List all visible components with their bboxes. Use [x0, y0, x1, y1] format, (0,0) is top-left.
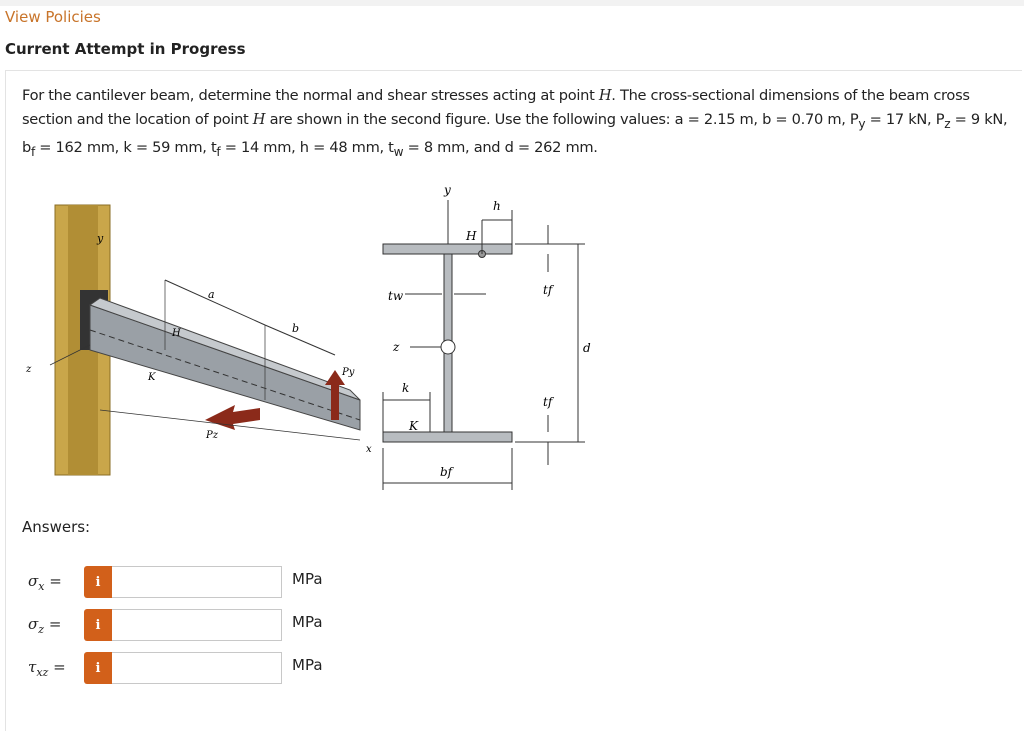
cross-section-figure — [360, 180, 610, 500]
answer-row-tau-xz — [28, 652, 323, 684]
pz-arrow — [205, 405, 260, 430]
figure-label: k — [402, 381, 410, 395]
answers-heading: Answers: — [22, 518, 91, 536]
view-policies-link[interactable]: View Policies — [5, 8, 101, 26]
figure-label: y — [97, 232, 104, 245]
unit-label: MPa — [292, 656, 323, 674]
figure-label: K — [148, 372, 156, 383]
unit-label: MPa — [292, 613, 323, 631]
attempt-title: Current Attempt in Progress — [5, 40, 246, 58]
figure-label: a — [208, 288, 215, 301]
top-bar — [0, 0, 1024, 6]
top-flange — [383, 244, 512, 254]
figure-label: y — [444, 183, 451, 197]
figure-label: Pz — [206, 430, 218, 441]
tau-xz-label: $\tau_{xz}$ = — [28, 657, 66, 679]
figure-label: x — [366, 444, 372, 455]
answer-row-sigma-z — [28, 609, 323, 641]
figure-label: H — [172, 328, 181, 339]
question-text: For the cantilever beam, determine the normal and shear stresses acting at point H. The cross-sectional dimensions of the beam cross section and the location of point H are shown in the second figure. Use the following values: a = 2.15 m, b = 0.70 m, $P_y = 17$ kN, $P_z = 9$ kN, $b_f = 162$ mm, k = 59 mm, $t_f = 14$ mm, h = 48 mm, $t_w = 8$ mm, and d = 262 mm. — [22, 87, 1008, 159]
figure-label: tf — [543, 395, 553, 409]
sigma-z-input[interactable] — [112, 609, 282, 641]
figure-label: tf — [543, 283, 553, 297]
bottom-flange — [383, 432, 512, 442]
sigma-z-label: $\sigma_z$ = — [28, 614, 62, 636]
answer-row-sigma-x — [28, 566, 323, 598]
figure-label: K — [409, 419, 418, 433]
figure-label: z — [393, 340, 400, 354]
info-icon[interactable]: i — [84, 652, 112, 684]
sigma-x-input[interactable] — [112, 566, 282, 598]
info-icon[interactable]: i — [84, 566, 112, 598]
sigma-x-label: $\sigma_x$ = — [28, 571, 62, 593]
unit-label: MPa — [292, 570, 323, 588]
figure-label: Py — [342, 367, 355, 378]
figure-label: H — [466, 229, 477, 243]
figure-label: bf — [440, 465, 453, 479]
figure-label: tw — [388, 289, 404, 303]
figure-label: z — [26, 364, 32, 375]
tau-xz-input[interactable] — [112, 652, 282, 684]
figure-label: h — [493, 199, 501, 213]
info-icon[interactable]: i — [84, 609, 112, 641]
cantilever-beam-figure — [20, 180, 390, 500]
figure-label: d — [583, 341, 591, 355]
figure-label: b — [292, 322, 300, 335]
